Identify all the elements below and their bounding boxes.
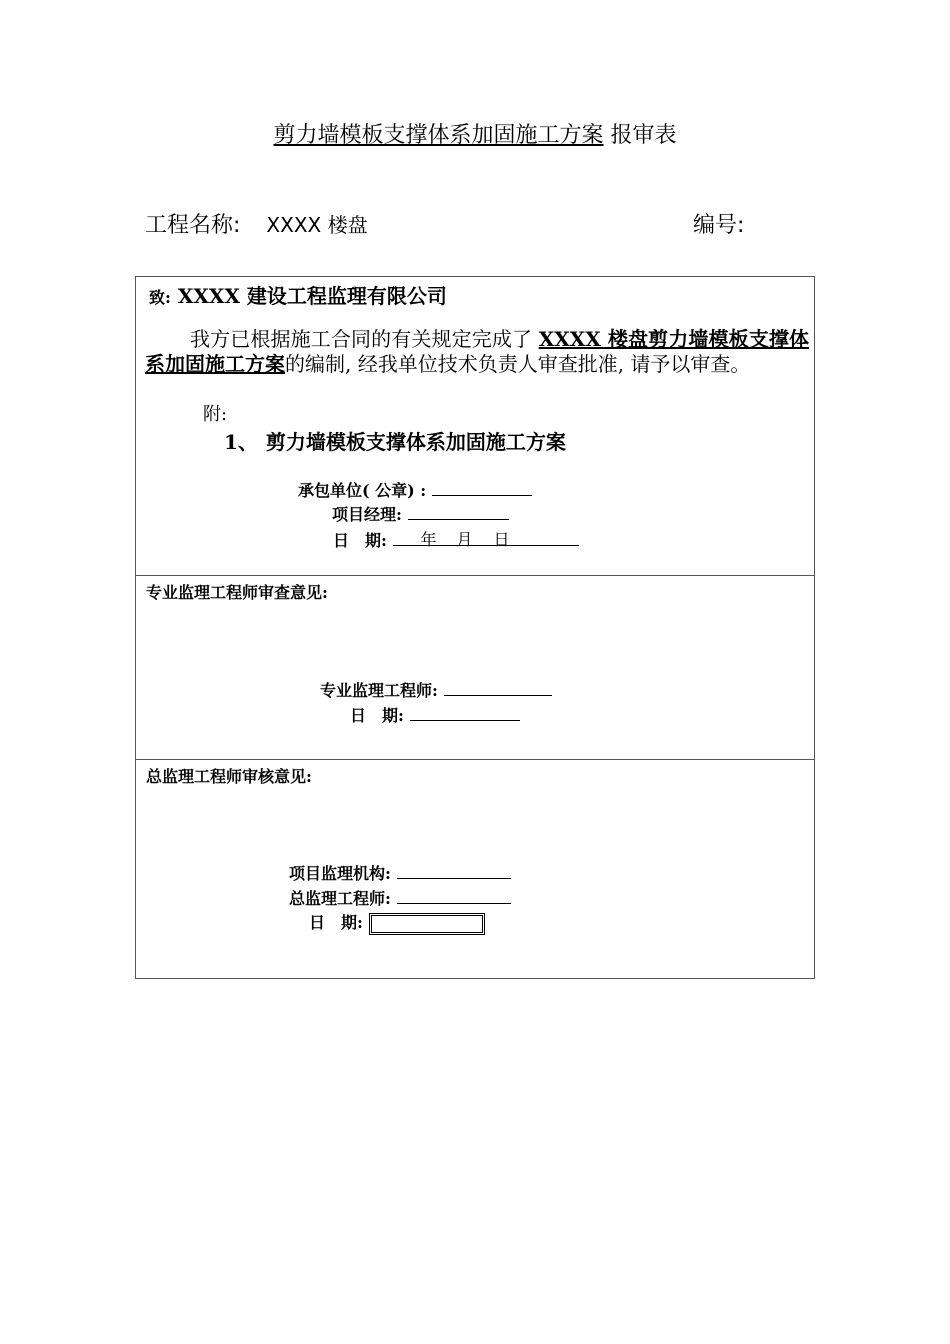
submission-section xyxy=(136,277,814,576)
form-title xyxy=(0,118,950,149)
engineer-label: 专业监理工程师: xyxy=(320,681,438,700)
supervising-engineer-section xyxy=(136,576,814,760)
attachment-number: 1、 xyxy=(224,430,258,454)
form-title-suffix: 报审表 xyxy=(603,123,677,148)
contractor-date-line xyxy=(393,527,579,549)
contractor-label: 承包单位( 公章) : xyxy=(298,481,427,500)
contractor-date-label: 日 期: xyxy=(333,531,387,550)
supervision-org-line xyxy=(397,862,511,879)
addressee-name: XXXX 建设工程监理有限公司 xyxy=(177,284,447,308)
approval-form-table xyxy=(135,276,815,979)
engineer-date-label: 日 期: xyxy=(350,706,404,725)
engineer-signature-row xyxy=(320,678,552,701)
document-number-label: 编号: xyxy=(693,213,745,238)
chief-engineer-section xyxy=(136,760,814,978)
submission-paragraph xyxy=(145,327,809,377)
project-manager-label: 项目经理: xyxy=(332,505,402,524)
chief-review-heading: 总监理工程师审核意见: xyxy=(146,767,312,786)
contractor-date-row xyxy=(333,527,579,551)
supervision-org-row xyxy=(289,861,511,884)
addressee-prefix: 致: xyxy=(149,288,171,307)
chief-date-row xyxy=(309,910,485,935)
engineer-date-line xyxy=(410,704,520,721)
chief-engineer-signature-line xyxy=(397,887,511,904)
engineer-date-row xyxy=(350,703,520,726)
project-name-label: 工程名称: xyxy=(145,213,241,238)
project-name-value: XXXX 楼盘 xyxy=(266,213,368,237)
project-name-row xyxy=(145,208,368,239)
supervision-org-label: 项目监理机构: xyxy=(289,864,391,883)
chief-engineer-row xyxy=(289,886,511,909)
paragraph-start: 我方已根据施工合同的有关规定完成了 xyxy=(190,327,533,351)
attachment-label: 附: xyxy=(203,404,228,425)
chief-engineer-label: 总监理工程师: xyxy=(289,889,391,908)
engineer-review-heading: 专业监理工程师审查意见: xyxy=(146,583,328,602)
form-title-main: 剪力墙模板支撑体系加固施工方案 xyxy=(273,123,604,148)
engineer-signature-line xyxy=(444,679,552,696)
project-manager-signature-line xyxy=(408,503,509,520)
contractor-seal-row xyxy=(298,478,532,501)
chief-date-box[interactable] xyxy=(369,913,485,935)
date-month: 月 xyxy=(456,530,473,549)
addressee-line xyxy=(149,280,447,309)
chief-date-label: 日 期: xyxy=(309,913,363,932)
contractor-signature-line xyxy=(432,479,532,496)
project-manager-row xyxy=(332,502,509,525)
date-year: 年 xyxy=(420,530,437,549)
plan-name: XXXX 楼盘剪力墙模板支撑体系加固施工方案 xyxy=(145,327,810,376)
attachment-title: 剪力墙模板支撑体系加固施工方案 xyxy=(265,430,566,454)
date-day: 日 xyxy=(493,530,510,549)
paragraph-end: 的编制, 经我单位技术负责人审查批准, 请予以审查。 xyxy=(285,352,751,376)
attachment-item xyxy=(224,426,566,455)
